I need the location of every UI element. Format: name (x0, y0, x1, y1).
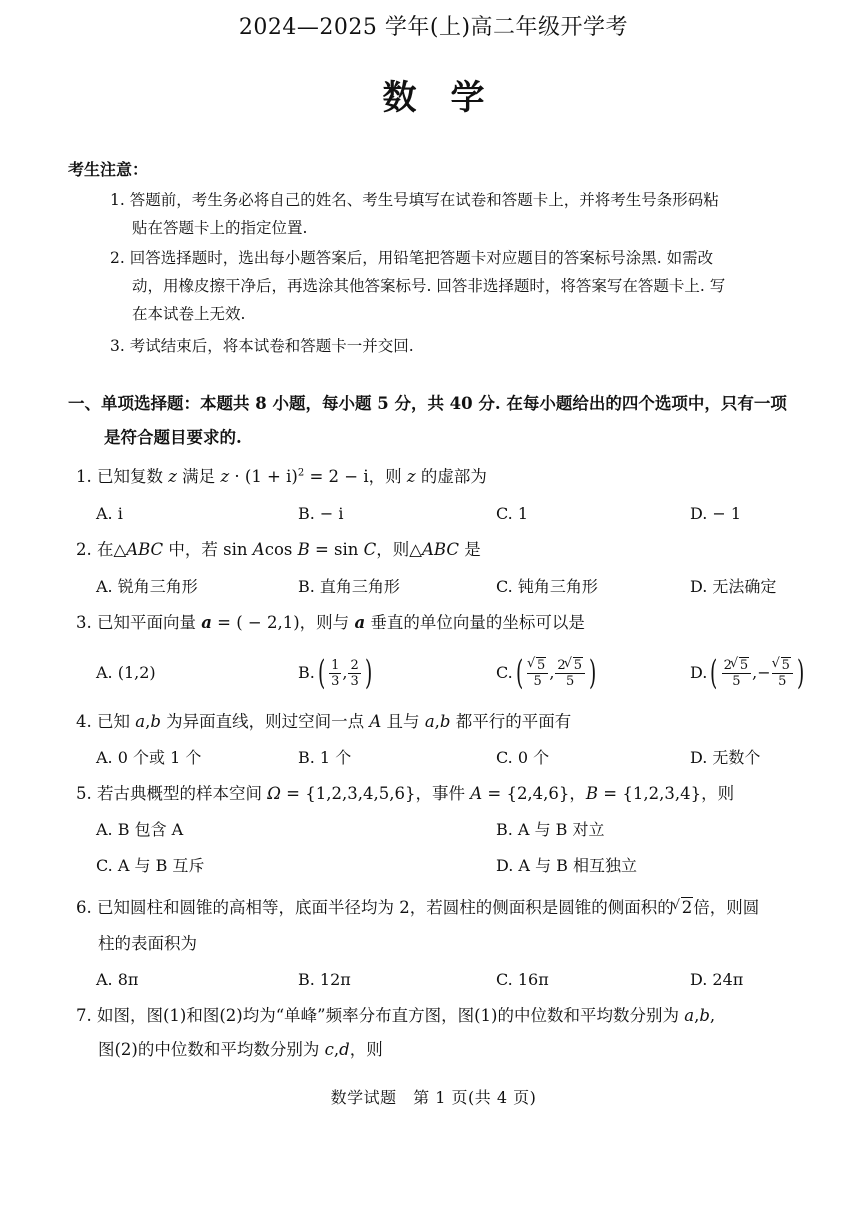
notice-item-2-cont: 动，用橡皮擦干净后，再选涂其他答案标号. 回答非选择题时，将答案写在答题卡上. 写 (132, 277, 726, 295)
question-3-option-d: D. ( $\frac{2√ 5}{5}$ , − √ $\frac{5}{5}$ ) (690, 651, 807, 695)
question-1-stem: 1. 已知复数 z 满足 $z \cdot (1 + i)^2 = 2 - i$，则 z 的虚部为 (76, 467, 487, 486)
question-5-option-d: D. A 与 B 相互独立 (496, 856, 638, 875)
question-3-option-b: B. ( $\frac{1}{3}$ , $\frac{2}{3}$ ) (298, 653, 373, 693)
question-4-stem: 4. 已知 a,b 为异面直线，则过空间一点 A 且与 a,b 都平行的平面有 (76, 712, 572, 731)
question-3-option-c: C. ( √ $\frac{5}{5}$ , $\frac{2√ 5}{5}$ ) (496, 651, 599, 695)
question-6-stem-cont: 柱的表面积为 (98, 934, 197, 953)
question-4-option-a: A. 0 个或 1 个 (96, 748, 202, 767)
question-4-option-d: D. 无数个 (690, 748, 761, 767)
question-1-option-d: D. − 1 (690, 504, 742, 523)
notice-item-1-cont: 贴在答题卡上的指定位置. (132, 219, 308, 237)
question-6-option-d: D. 24π (690, 970, 744, 989)
subject-title: 数学 (382, 78, 519, 118)
notice-item-1: 1. 答题前，考生务必将自己的姓名、考生号填写在试卷和答题卡上，并将考生号条形码粘 (110, 191, 719, 209)
question-2-option-c: C. 钝角三角形 (496, 577, 598, 596)
question-6-option-c: C. 16π (496, 970, 549, 989)
notice-heading: 考生注意： (68, 160, 149, 179)
question-3-option-a: A. (1,2) (96, 663, 156, 682)
question-4-option-b: B. 1 个 (298, 748, 352, 767)
notice-item-2: 2. 回答选择题时，选出每小题答案后，用铅笔把答题卡对应题目的答案标号涂黑. 如需改 (110, 249, 714, 267)
question-6-option-a: A. 8π (96, 970, 139, 989)
question-5-option-a: A. B 包含 A (96, 820, 184, 839)
question-4-option-c: C. 0 个 (496, 748, 550, 767)
page-footer: 数学试题 第 1 页(共 4 页) (330, 1088, 537, 1107)
question-2-option-a: A. 锐角三角形 (96, 577, 198, 596)
section-heading: 一、单项选择题：本题共 8 小题，每小题 5 分，共 40 分. 在每小题给出的四个选项中，只有一项 (68, 394, 787, 413)
question-3-stem: 3. 已知平面向量 a = ( − 2,1)，则与 a 垂直的单位向量的坐标可以是 (76, 613, 585, 632)
question-2-stem: 2. 在△ABC 中，若 sin Acos B = sin C，则△ABC 是 (76, 540, 481, 559)
question-7-stem-cont: 图(2)的中位数和平均数分别为 c,d，则 (98, 1040, 383, 1059)
notice-item-2-cont2: 在本试卷上无效. (132, 305, 246, 323)
question-6-option-b: B. 12π (298, 970, 351, 989)
question-2-option-d: D. 无法确定 (690, 577, 777, 596)
question-5-option-c: C. A 与 B 互斥 (96, 856, 205, 875)
question-6-stem: 6. 已知圆柱和圆锥的高相等，底面半径均为 2，若圆柱的侧面积是圆锥的侧面积的√ 2倍，则圆 (76, 898, 759, 918)
question-1-option-b: B. − i (298, 504, 344, 523)
notice-item-3: 3. 考试结束后，将本试卷和答题卡一并交回. (110, 337, 414, 355)
question-2-option-b: B. 直角三角形 (298, 577, 400, 596)
exam-title: 2024—2025 学年(上)高二年级开学考 (238, 15, 629, 40)
question-1-option-a: A. i (96, 504, 123, 523)
question-5-stem: 5. 若古典概型的样本空间 Ω = {1,2,3,4,5,6}，事件 A = {2,4,6}，B = {1,2,3,4}，则 (76, 784, 735, 803)
question-7-stem: 7. 如图，图(1)和图(2)均为“单峰”频率分布直方图，图(1)的中位数和平均数分别为 a,b, (76, 1006, 716, 1025)
question-5-option-b: B. A 与 B 对立 (496, 820, 605, 839)
question-1-option-c: C. 1 (496, 504, 529, 523)
section-heading-cont: 是符合题目要求的. (104, 428, 242, 447)
